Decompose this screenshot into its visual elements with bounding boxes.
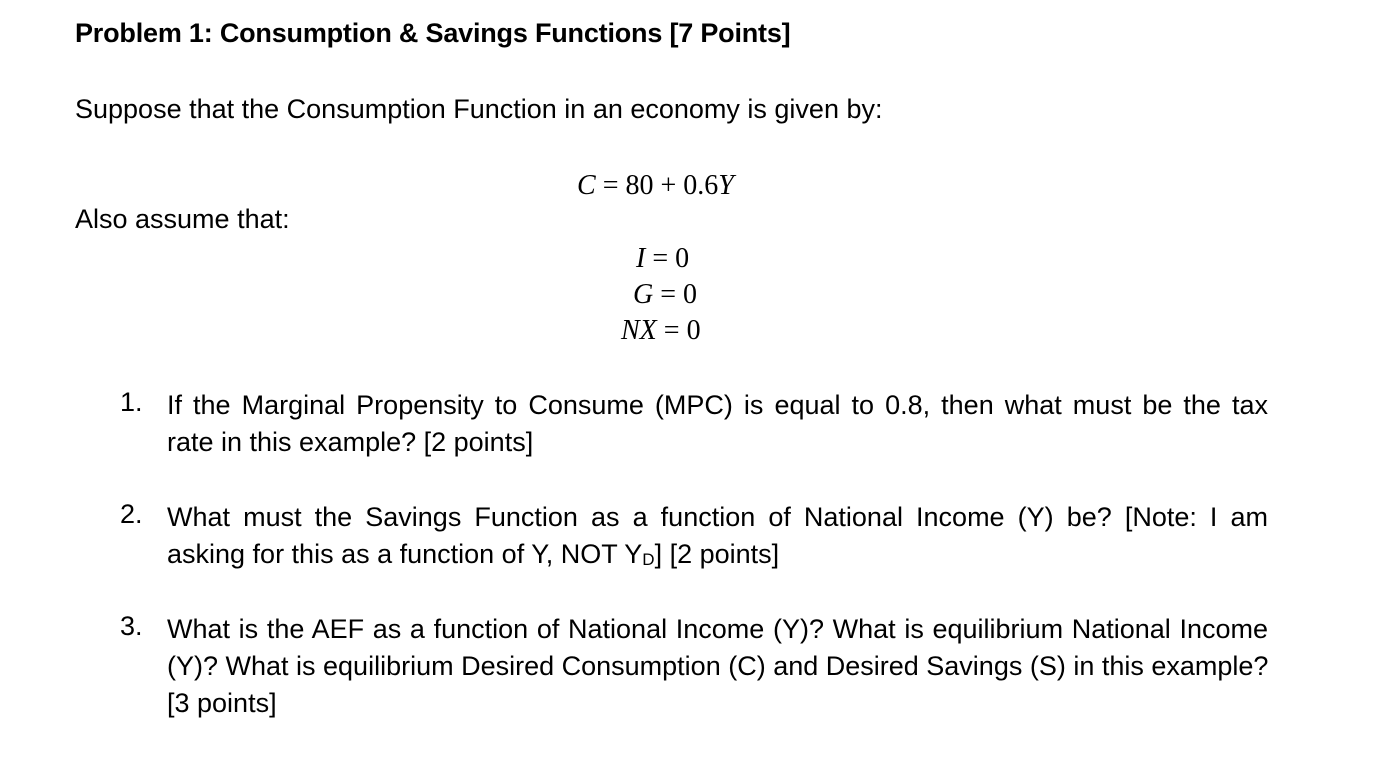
question-number: 1. bbox=[120, 387, 143, 417]
question-number: 3. bbox=[120, 611, 143, 641]
question-line: rate in this example? [2 points] bbox=[167, 427, 534, 457]
assumption-val: 0 bbox=[686, 315, 701, 346]
assumption-var: NX bbox=[621, 315, 657, 346]
assumption-val: 0 bbox=[675, 243, 690, 274]
consumption-var: C bbox=[577, 170, 596, 201]
question-text bbox=[167, 387, 1268, 461]
intro-text: Suppose that the Consumption Function in an economy is given by: bbox=[75, 94, 883, 124]
question-line: If the Marginal Propensity to Consume (MPC) is equal to 0.8, then what must be the tax bbox=[167, 390, 1268, 420]
question-line: What must the Savings Function as a function of National Income (Y) be? [Note: I am bbox=[167, 502, 1268, 532]
question-text bbox=[167, 611, 1268, 722]
assumption-var: G bbox=[633, 279, 654, 310]
question-line bbox=[167, 536, 1268, 578]
consumption-op: = bbox=[602, 170, 619, 201]
assumption-op: = bbox=[652, 243, 669, 274]
question-text bbox=[167, 499, 1268, 578]
assumption-investment bbox=[636, 243, 689, 275]
assumption-net-exports bbox=[621, 315, 701, 347]
also-assume-text: Also assume that: bbox=[75, 204, 290, 234]
subscript-d: D bbox=[642, 550, 655, 569]
question-line: [3 points] bbox=[167, 688, 277, 718]
assumption-op: = bbox=[663, 315, 680, 346]
problem-title: Problem 1: Consumption & Savings Functions [7 Points] bbox=[75, 18, 791, 48]
assumption-val: 0 bbox=[683, 279, 698, 310]
assumption-op: = bbox=[660, 279, 677, 310]
consumption-equation bbox=[577, 170, 734, 202]
consumption-rhs-var: Y bbox=[718, 170, 734, 201]
assumption-government bbox=[633, 279, 697, 311]
question-line: What is the AEF as a function of National Income (Y)? What is equilibrium National Income bbox=[167, 614, 1268, 644]
question-number: 2. bbox=[120, 499, 143, 529]
question-line-part: asking for this as a function of Y, NOT Y bbox=[167, 539, 643, 569]
consumption-rhs: 80 + 0.6 bbox=[625, 170, 719, 201]
assumption-var: I bbox=[636, 243, 646, 274]
question-line: (Y)? What is equilibrium Desired Consumption (C) and Desired Savings (S) in this example? bbox=[167, 651, 1269, 681]
question-line-part: ] [2 points] bbox=[654, 539, 780, 569]
